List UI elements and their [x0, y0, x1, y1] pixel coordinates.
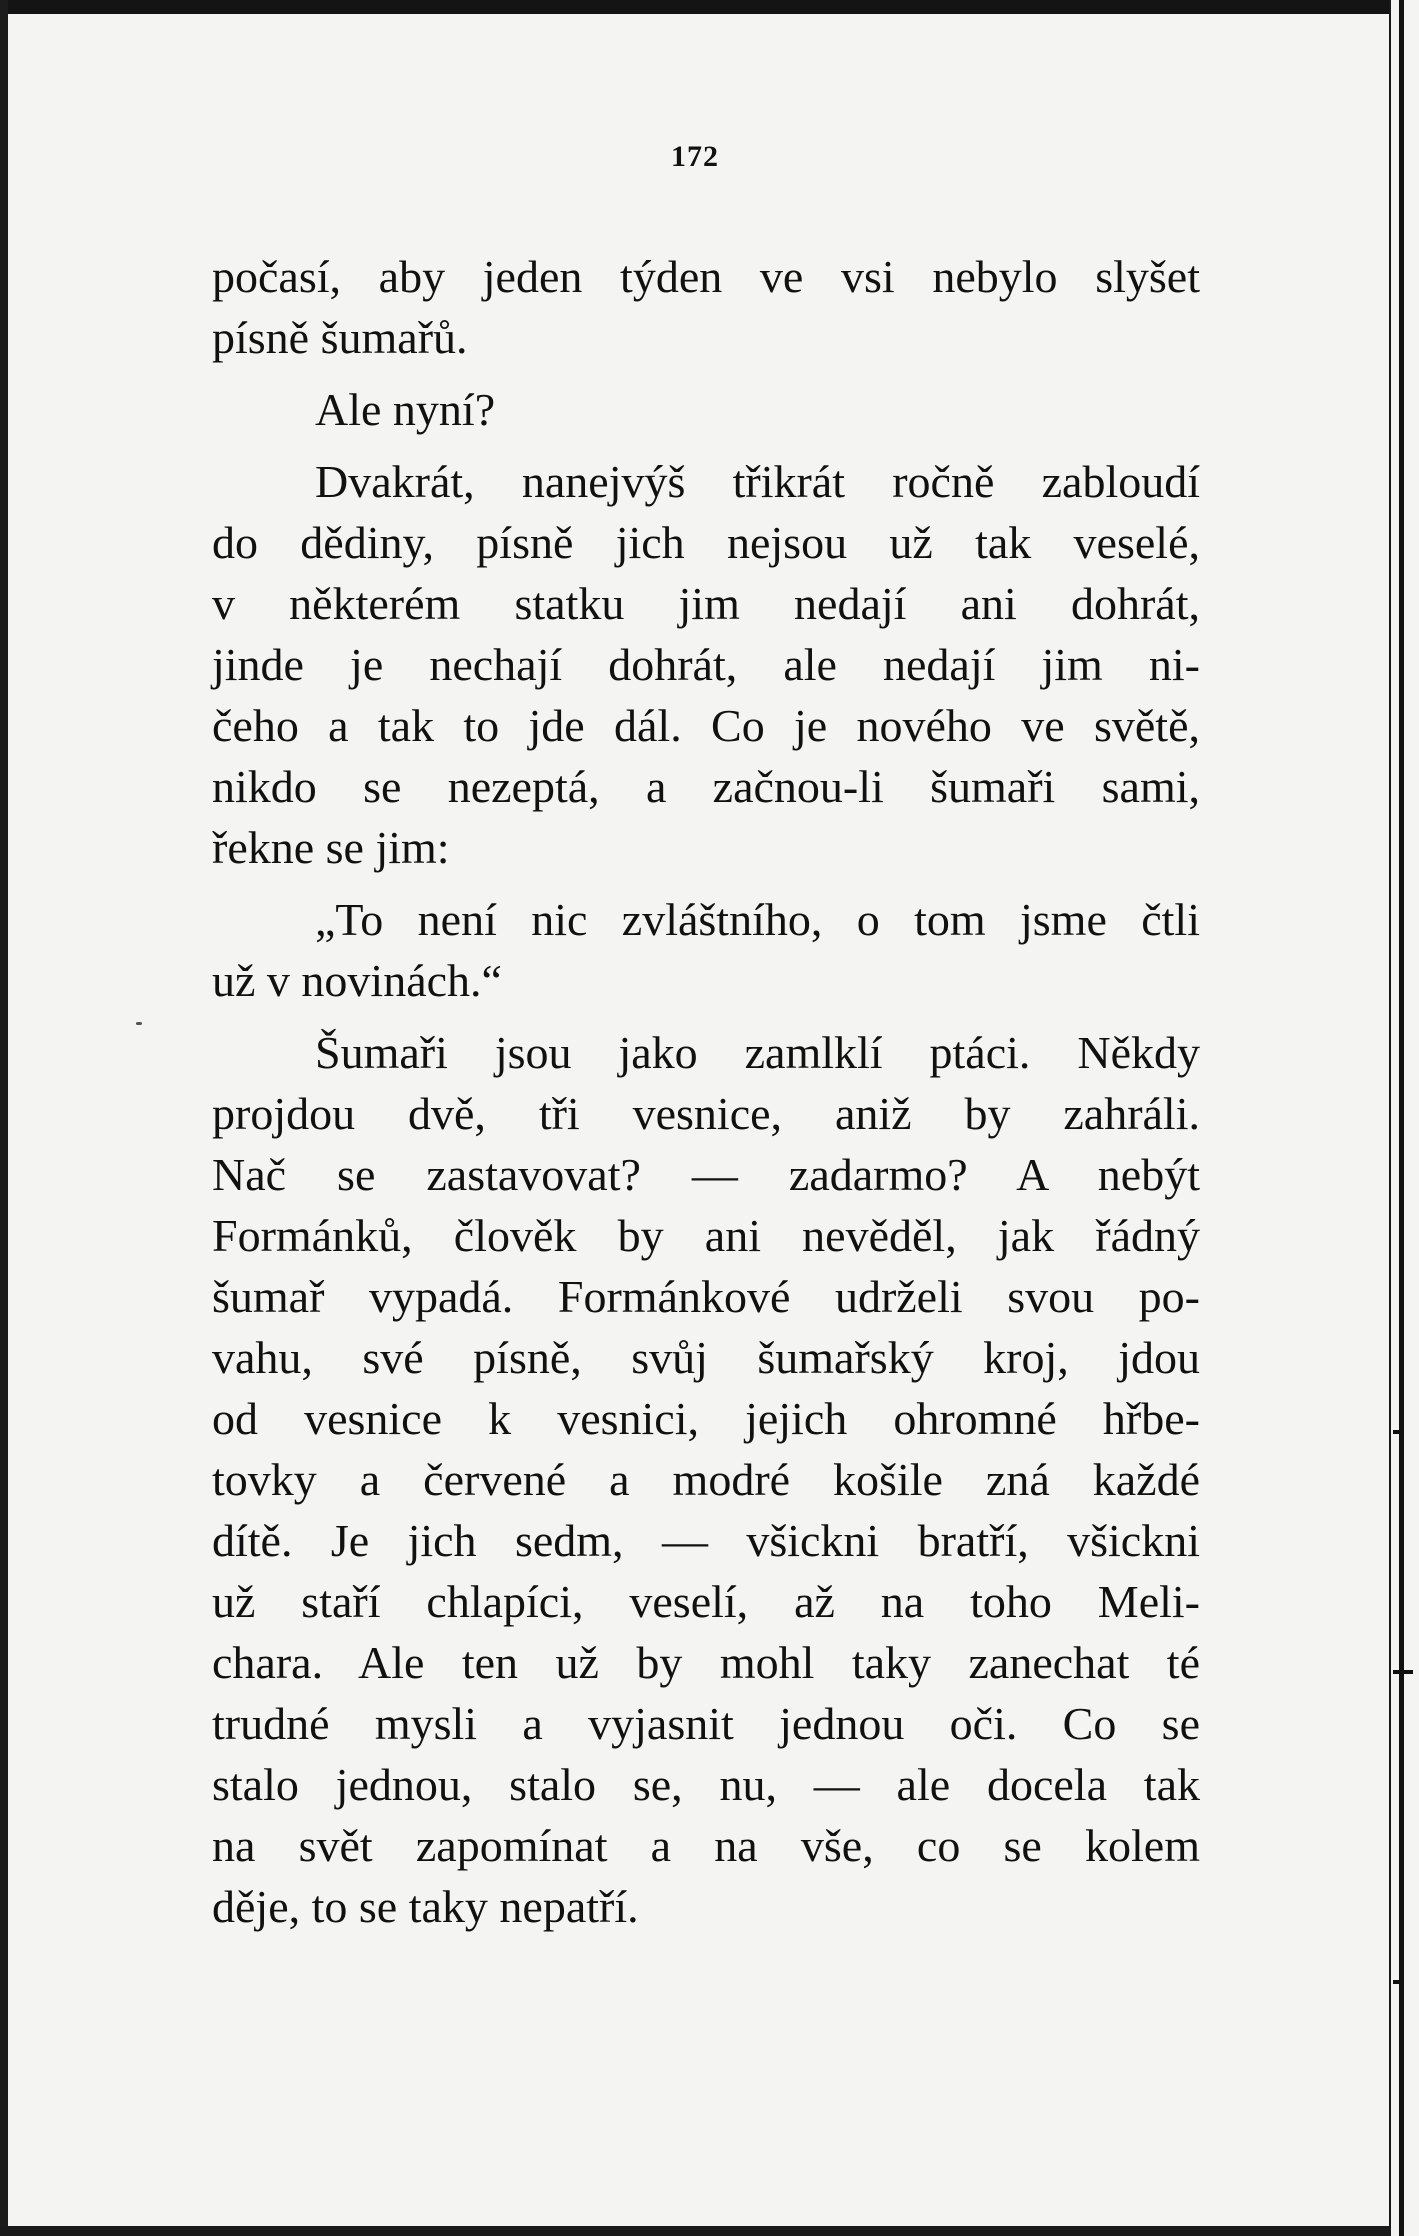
text-line: Šumaři jsou jako zamlklí ptáci. Někdy [315, 1027, 1200, 1078]
text-line: v některém statku jim nedají ani dohrát, [212, 578, 1200, 629]
text-line: „To není nic zvláštního, o tom jsme čtli [315, 894, 1200, 945]
binding-line [1399, 0, 1404, 2236]
scan-border-left [0, 0, 8, 2236]
paragraph [212, 889, 1200, 1011]
paragraph [212, 246, 1200, 368]
text-line: tovky a červené a modré košile zná každé [212, 1454, 1200, 1505]
text-line: čeho a tak to jde dál. Co je nového ve světě, [212, 700, 1200, 751]
text-line: jinde je nechají dohrát, ale nedají jim ni- [212, 639, 1200, 690]
page-number: 172 [671, 140, 719, 173]
text-line: Nač se zastavovat? — zadarmo? A nebýt [212, 1149, 1200, 1200]
text-line: řekne se jim: [212, 822, 450, 873]
text-line: projdou dvě, tři vesnice, aniž by zahráli. [212, 1088, 1200, 1139]
body-text [212, 246, 1200, 1937]
text-line: dítě. Je jich sedm, — všickni bratří, všickni [212, 1515, 1200, 1566]
text-line: už staří chlapíci, veselí, až na toho Meli- [212, 1576, 1200, 1627]
text-line: trudné mysli a vyjasnit jednou oči. Co se [212, 1698, 1200, 1749]
scan-speck [136, 1022, 142, 1025]
scan-border-top [0, 0, 1419, 14]
edge-mark [1393, 1430, 1401, 1434]
text-line: stalo jednou, stalo se, nu, — ale docela tak [212, 1759, 1200, 1810]
scan-border-bottom [0, 2226, 1419, 2236]
text-line: od vesnice k vesnici, jejich ohromné hřbe- [212, 1393, 1200, 1444]
paragraph [212, 379, 1200, 440]
text-line: Ale nyní? [315, 384, 496, 435]
text-line: děje, to se taky nepatří. [212, 1881, 639, 1932]
text-line: na svět zapomínat a na vše, co se kolem [212, 1820, 1200, 1871]
scan-border-right [1389, 0, 1419, 2236]
text-line: nikdo se nezeptá, a začnou-li šumaři sami, [212, 761, 1200, 812]
text-line: vahu, své písně, svůj šumařský kroj, jdou [212, 1332, 1200, 1383]
text-line: Dvakrát, nanejvýš třikrát ročně zabloudí [315, 456, 1200, 507]
text-line: Formánků, člověk by ani nevěděl, jak řádný [212, 1210, 1200, 1261]
text-line: chara. Ale ten už by mohl taky zanechat té [212, 1637, 1200, 1688]
edge-mark [1393, 1670, 1413, 1674]
paragraph [212, 451, 1200, 878]
paragraph [212, 1022, 1200, 1937]
text-line: už v novinách.“ [212, 955, 502, 1006]
text-line: do dědiny, písně jich nejsou už tak veselé, [212, 517, 1200, 568]
edge-mark [1393, 1980, 1403, 1984]
text-line: písně šumařů. [212, 312, 468, 363]
text-line: šumař vypadá. Formánkové udrželi svou po- [212, 1271, 1200, 1322]
text-line: počasí, aby jeden týden ve vsi nebylo slyšet [212, 251, 1200, 302]
